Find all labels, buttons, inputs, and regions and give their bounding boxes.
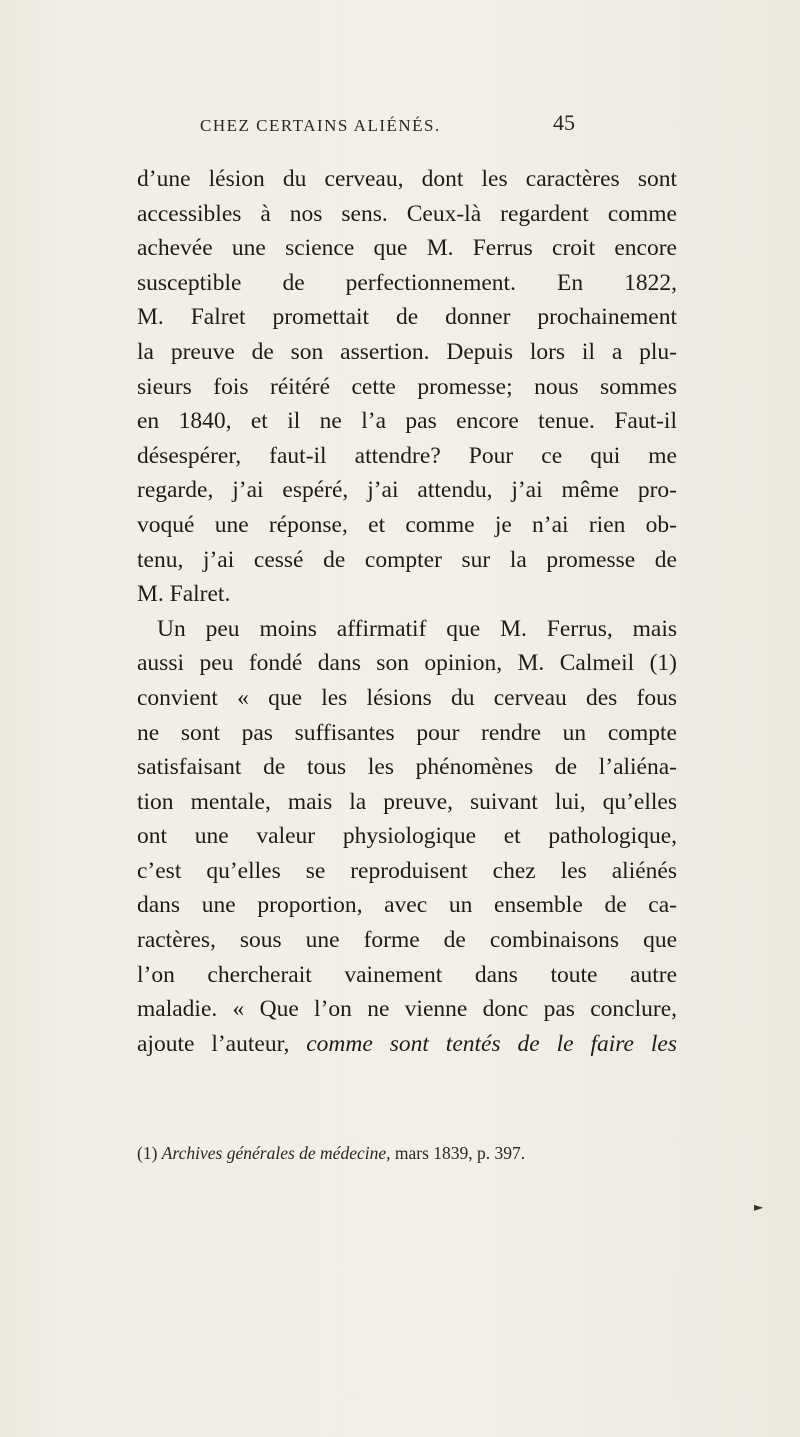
text-line: l’on chercherait vainement dans toute autre — [137, 961, 677, 988]
text-line: sieurs fois réitéré cette promesse; nous sommes — [137, 373, 677, 400]
text-line-last — [137, 1027, 677, 1062]
page-number: 45 — [553, 110, 575, 135]
text-line: tenu, j’ai cessé de compter sur la promesse de — [137, 546, 677, 573]
text-line: maladie. « Que l’on ne vienne donc pas conclure, — [137, 996, 677, 1023]
stray-mark: ► — [754, 1200, 764, 1214]
text-line: ractères, sous une forme de combinaisons que — [137, 927, 677, 954]
text-line: dans une proportion, avec un ensemble de ca- — [137, 892, 677, 919]
text-roman: ajoute l’auteur, — [137, 1030, 307, 1057]
running-title: CHEZ CERTAINS ALIÉNÉS. — [200, 116, 441, 135]
text-line: regarde, j’ai espéré, j’ai attendu, j’ai même pro- — [137, 477, 677, 504]
footnote — [137, 1143, 697, 1164]
text-line: M. Falret. — [137, 581, 231, 608]
text-italic: comme sont tentés de le faire les — [306, 1030, 677, 1057]
text-line: voqué une réponse, et comme je n’ai rien ob- — [137, 511, 677, 538]
footnote-citation: mars 1839, p. 397. — [390, 1143, 526, 1163]
text-line: désespérer, faut-il attendre? Pour ce qui me — [137, 442, 677, 469]
text-line: ont une valeur physiologique et pathologique, — [137, 823, 677, 850]
text-line: convient « que les lésions du cerveau des fous — [137, 684, 677, 711]
text-line: M. Falret promettait de donner prochainement — [137, 304, 677, 331]
text-line: la preuve de son assertion. Depuis lors il a plu- — [137, 338, 677, 365]
body-text — [137, 162, 677, 1061]
text-line: achevée une science que M. Ferrus croit encore — [137, 235, 677, 262]
text-line: satisfaisant de tous les phénomènes de l’aliéna- — [137, 754, 677, 781]
footnote-title: Archives générales de médecine, — [161, 1143, 391, 1163]
text-line: tion mentale, mais la preuve, suivant lui, qu’elles — [137, 788, 677, 815]
text-line: susceptible de perfectionnement. En 1822, — [137, 269, 677, 296]
running-head — [0, 110, 800, 140]
footnote-marker: (1) — [137, 1143, 158, 1163]
text-line: d’une lésion du cerveau, dont les caractères sont — [137, 166, 677, 192]
text-line: aussi peu fondé dans son opinion, M. Calmeil (1) — [137, 650, 677, 677]
text-line: ne sont pas suffisantes pour rendre un compte — [137, 719, 677, 746]
text-line: c’est qu’elles se reproduisent chez les aliénés — [137, 857, 677, 884]
text-line: accessibles à nos sens. Ceux-là regardent comme — [137, 200, 677, 227]
text-line: Un peu moins affirmatif que M. Ferrus, mais — [157, 615, 677, 642]
text-line: en 1840, et il ne l’a pas encore tenue. Faut-il — [137, 408, 677, 435]
